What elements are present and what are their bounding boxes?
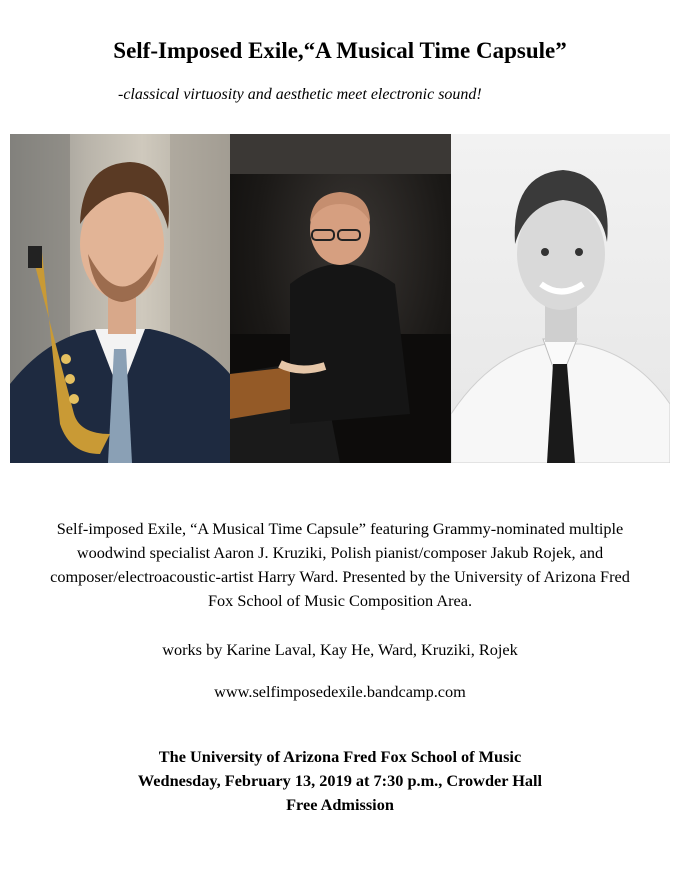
website-link[interactable]: www.selfimposedexile.bandcamp.com	[214, 682, 466, 701]
datetime-line: Wednesday, February 13, 2019 at 7:30 p.m., Crowder Hall	[137, 771, 543, 790]
venue-line: The University of Arizona Fred Fox School of Music	[158, 747, 522, 766]
event-description: Self-imposed Exile, “A Musical Time Capsule” featuring Grammy-nominated multiple woodwind specialist Aaron J. Kruziki, Polish pianist/composer Jakub Rojek, and composer/electroacoustic-artist Harry Ward. Presented by the University of Arizona Fred Fox School of Music Composition Area.	[50, 519, 630, 610]
admission-line: Free Admission	[286, 795, 394, 814]
pianist-photo-icon	[230, 134, 451, 463]
page-title: Self-Imposed Exile,“A Musical Time Capsule”	[113, 38, 567, 63]
saxophonist-photo-icon	[10, 134, 230, 463]
event-info	[0, 745, 680, 817]
page-subtitle: -classical virtuosity and aesthetic meet electronic sound!	[118, 86, 482, 103]
composer-photo-icon	[451, 134, 670, 463]
performer-photos	[10, 134, 670, 463]
works-list: works by Karine Laval, Kay He, Ward, Kruziki, Rojek	[162, 640, 518, 659]
